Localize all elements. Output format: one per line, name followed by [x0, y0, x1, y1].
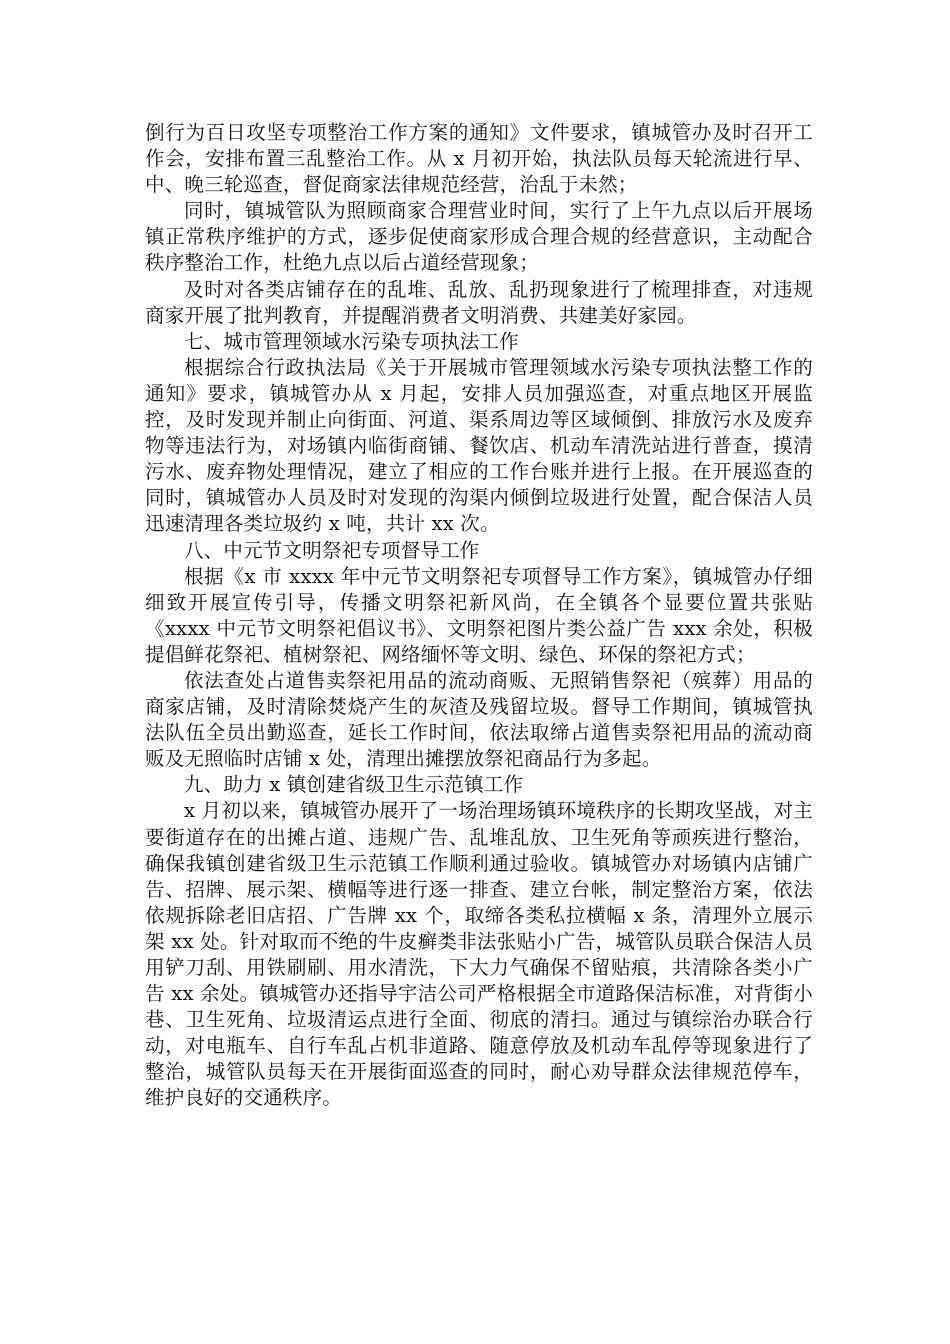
section-heading-9: 九、助力 x 镇创建省级卫生示范镇工作: [184, 773, 524, 797]
section-heading-8: 八、中元节文明祭祀专项督导工作: [184, 538, 480, 562]
document-body: [145, 120, 813, 1112]
paragraph-business-hours: 同时，镇城管队为照顾商家合理营业时间，实行了上午九点以后开展场镇正常秩序维护的方式，逐步促使商家形成合理合规的经营意识，主动配合秩序整治工作，杜绝九点以后占道经营现象；: [145, 199, 813, 275]
paragraph-store-inspection: 及时对各类店铺存在的乱堆、乱放、乱扔现象进行了梳理排查，对违规商家开展了批判教育，并提醒消费者文明消费、共建美好家园。: [145, 277, 813, 327]
paragraph-sanitation-town: x 月初以来，镇城管办展开了一场治理场镇环境秩序的长期攻坚战，对主要街道存在的出摊占道、违规广告、乱堆乱放、卫生死角等顽疾进行整治，确保我镇创建省级卫生示范镇工作顺利通过验收。镇城管办对场镇内店铺广告、招牌、展示架、横幅等进行逐一排查、建立台帐，制定整治方案，依法依规拆除老旧店招、广告牌 xx 个，取缔各类私拉横幅 x 条，清理外立展示架 xx 处。针对取而不绝的牛皮癣类非法张贴小广告，城管队员联合保洁人员用铲刀刮、用铁刷刷、用水清洗，下大力气确保不留贴痕，共清除各类小广告 xx 余处。镇城管办还指导宇洁公司严格根据全市道路保洁标准，对背街小巷、卫生死角、垃圾清运点进行全面、彻底的清扫。通过与镇综治办联合行动，对电瓶车、自行车乱占机非道路、随意停放及机动车乱停等现象进行了整治，城管队员每天在开展街面巡查的同时，耐心劝导群众法律规范停车，维护良好的交通秩序。: [145, 799, 813, 1110]
section-heading-7: 七、城市管理领域水污染专项执法工作: [184, 329, 519, 353]
paragraph-civilized-sacrifice: 根据《x 市 xxxx 年中元节文明祭祀专项督导工作方案》，镇城管办仔细细致开展宣传引导，传播文明祭祀新风尚，在全镇各个显要位置共张贴《xxxx 中元节文明祭祀倡议书》、文明祭祀图片类公益广告 xxx 余处，积极提倡鲜花祭祀、植树祭祀、网络缅怀等文明、绿色、环保的祭祀方式；: [145, 564, 813, 666]
paragraph-water-pollution: 根据综合行政执法局《关于开展城市管理领域水污染专项执法整工作的通知》要求，镇城管办从 x 月起，安排人员加强巡查，对重点地区开展监控，及时发现并制止向街面、河道、渠系周边等区域倾倒、排放污水及废弃物等违法行为，对场镇内临街商铺、餐饮店、机动车清洗站进行普查，摸清污水、废弃物处理情况，建立了相应的工作台账并进行上报。在开展巡查的同时，镇城管办人员及时对发现的沟渠内倾倒垃圾进行处置，配合保洁人员迅速清理各类垃圾约 x 吨，共计 xx 次。: [145, 355, 813, 536]
paragraph-continued: 倒行为百日攻坚专项整治工作方案的通知》文件要求，镇城管办及时召开工作会，安排布置三乱整治工作。从 x 月初开始，执法队员每天轮流进行早、中、晚三轮巡查，督促商家法律规范经营，治乱于未然；: [145, 121, 813, 197]
paragraph-vendor-enforcement: 依法查处占道售卖祭祀用品的流动商贩、无照销售祭祀（殡葬）用品的商家店铺，及时清除焚烧产生的灰渣及残留垃圾。督导工作期间，镇城管执法队伍全员出勤巡查，延长工作时间，依法取缔占道售卖祭祀用品的流动商贩及无照临时店铺 x 处，清理出摊摆放祭祀商品行为多起。: [145, 668, 813, 771]
